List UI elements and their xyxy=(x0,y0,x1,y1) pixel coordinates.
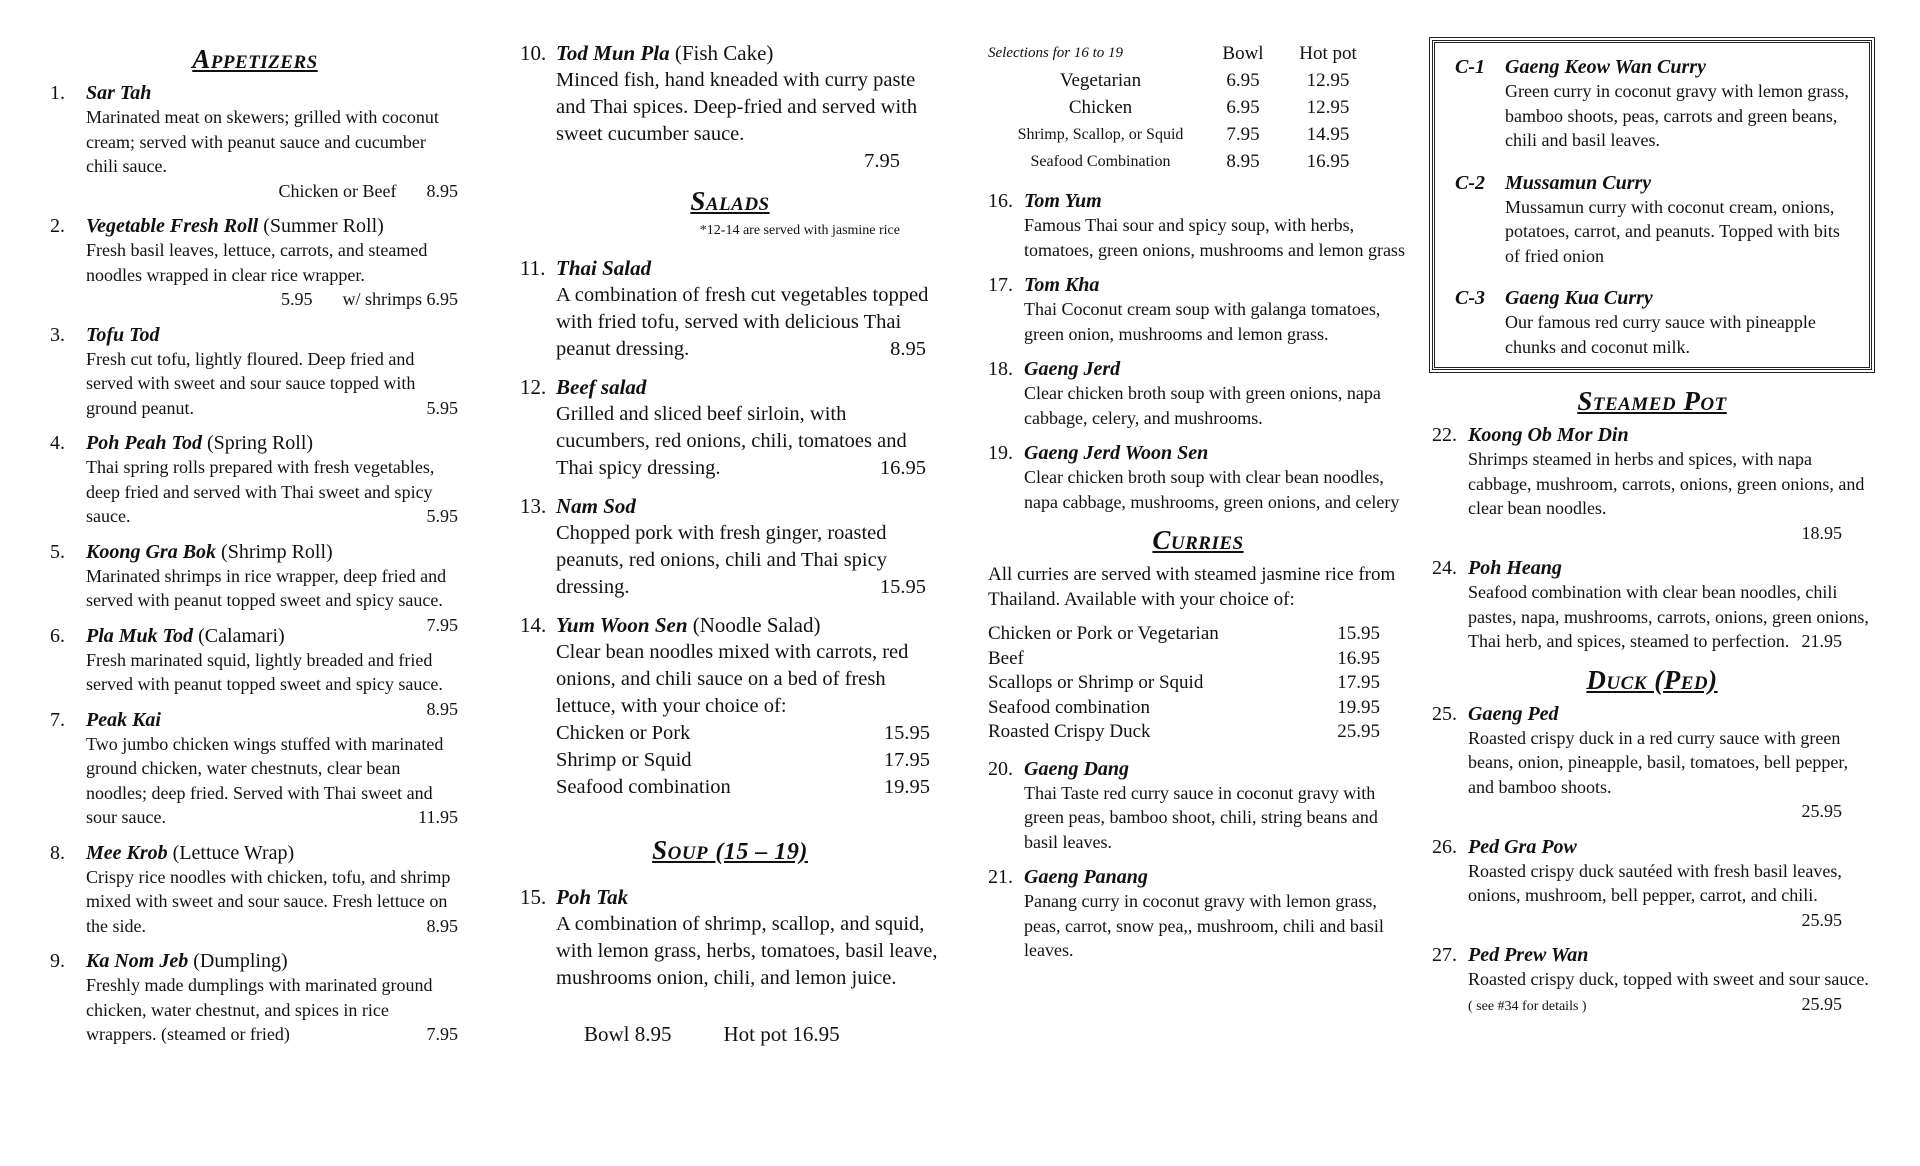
choice-price: 25.95 xyxy=(1337,721,1380,742)
soup-hotpot-price: Hot pot 16.95 xyxy=(723,1022,840,1046)
option-row xyxy=(556,720,940,747)
menu-item xyxy=(1432,423,1872,545)
selection-label: Shrimp, Scallop, or Squid xyxy=(1017,126,1184,143)
item-number: 2. xyxy=(50,215,65,237)
item-head xyxy=(1432,556,1872,580)
item-head xyxy=(50,431,460,455)
item-price: 25.95 xyxy=(1801,801,1842,821)
item-number: 21. xyxy=(988,866,1013,888)
item-note: ( see #34 for details ) xyxy=(1468,998,1587,1014)
item-price: 7.95 xyxy=(426,1024,458,1044)
menu-item xyxy=(520,255,940,363)
item-description: Mussamun curry with coconut cream, onions, potatoes, carrot, and peanuts. Topped with bits of fried onion xyxy=(1505,196,1840,266)
item-head xyxy=(50,214,460,238)
option-row xyxy=(556,774,940,801)
item-description: Our famous red curry sauce with pineapple chunks and coconut milk. xyxy=(1505,312,1816,357)
item-number: 9. xyxy=(50,950,65,972)
salad-list xyxy=(520,255,940,601)
menu-item xyxy=(988,441,1408,514)
option-label: Shrimp or Squid xyxy=(556,749,692,771)
item-price-line xyxy=(86,179,460,204)
bowl-price: 6.95 xyxy=(1226,70,1260,91)
item-description: Thai spring rolls prepared with fresh vegetables, deep fried and served with Thai sweet and spicy sauce. 5.95 xyxy=(86,455,460,529)
item-price: 16.95 xyxy=(879,457,926,479)
item-name: Poh Heang xyxy=(1468,557,1562,579)
menu-item xyxy=(50,841,460,939)
item-head xyxy=(50,81,460,105)
selection-label: Seafood Combination xyxy=(1030,153,1171,170)
item-head xyxy=(1432,423,1872,447)
item-head xyxy=(1455,286,1855,310)
hotpot-price: 12.95 xyxy=(1306,70,1350,91)
item-description: A combination of fresh cut vegetables topped with fried tofu, served with delicious Thai peanut dressing. 8.95 xyxy=(556,282,940,363)
item-number: C-1 xyxy=(1455,56,1485,78)
item-name: Mee Krob xyxy=(86,841,168,864)
item-name: Nam Sod xyxy=(556,494,636,518)
option-price: 17.95 xyxy=(883,749,930,771)
item-description: Minced fish, hand kneaded with curry paste and Thai spices. Deep-fried and served with sweet cucumber sauce. xyxy=(556,69,918,145)
item-name: Tofu Tod xyxy=(86,323,160,346)
salads-heading: Salads xyxy=(690,186,770,216)
item-description: Clear chicken broth soup with clear bean noodles, napa cabbage, mushrooms, green onions, and celery xyxy=(1024,467,1400,512)
item-number: 17. xyxy=(988,274,1013,296)
item-name: Poh Tak xyxy=(556,885,629,909)
item-subtitle: (Spring Roll) xyxy=(206,432,314,454)
item-name: Gaeng Kua Curry xyxy=(1505,287,1653,309)
menu-item xyxy=(520,374,940,482)
option-label: Seafood combination xyxy=(556,776,731,798)
bowl-header: Bowl xyxy=(1222,43,1264,64)
curry-choice-row xyxy=(988,647,1408,672)
item-price: 11.95 xyxy=(418,807,458,827)
steamed-pot-heading: Steamed Pot xyxy=(1577,386,1727,416)
item-number: 6. xyxy=(50,624,65,647)
item-name: Beef salad xyxy=(556,375,647,399)
curry-list xyxy=(988,757,1408,963)
item-price: 25.95 xyxy=(1801,909,1842,930)
menu-item xyxy=(50,323,460,421)
item-name: Ka Nom Jeb xyxy=(86,950,189,972)
option-row xyxy=(556,747,940,774)
item-price-line xyxy=(1468,799,1872,824)
item-price: 25.95 xyxy=(1801,993,1842,1014)
item-price: 5.95 xyxy=(426,397,458,418)
bowl-price: 6.95 xyxy=(1226,97,1260,118)
menu-item xyxy=(988,357,1408,430)
item-head xyxy=(988,189,1408,213)
menu-item xyxy=(1432,702,1872,824)
item-number: 18. xyxy=(988,358,1013,380)
item-description: Panang curry in coconut gravy with lemon grass, peas, carrot, snow pea,, mushroom, chili and basil leaves. xyxy=(1024,891,1384,960)
duck-list xyxy=(1432,702,1872,1020)
curries-heading: Curries xyxy=(1152,525,1244,555)
menu-item xyxy=(988,757,1408,855)
item-description: Famous Thai sour and spicy soup, with herbs, tomatoes, green onions, mushrooms and lemon grass xyxy=(1024,215,1405,260)
selection-row xyxy=(988,67,1408,94)
menu-item-15 xyxy=(520,884,940,992)
item-number: 25. xyxy=(1432,702,1457,725)
item-head xyxy=(1455,55,1855,79)
item-price: 7.95 xyxy=(864,150,900,172)
menu-item xyxy=(1455,286,1855,359)
item-number: C-3 xyxy=(1455,287,1485,309)
item-description: Shrimps steamed in herbs and spices, with napa cabbage, mushroom, carrots, onions, green onions, and clear bean noodles. xyxy=(1468,449,1865,518)
item-description: Fresh basil leaves, lettuce, carrots, and steamed noodles wrapped in clear rice wrapper. xyxy=(86,240,428,285)
menu-item xyxy=(50,81,460,203)
item-subtitle: (Calamari) xyxy=(198,624,285,647)
item-number: 7. xyxy=(50,708,65,731)
item-number: 16. xyxy=(988,190,1013,212)
item-number: 20. xyxy=(988,757,1013,780)
selection-rows xyxy=(988,67,1408,175)
menu-item-14 xyxy=(520,612,940,801)
option-label: Chicken or Pork xyxy=(556,722,691,744)
soup-selections-table xyxy=(988,40,1408,175)
item-name: Pla Muk Tod xyxy=(86,624,194,647)
item-description: Seafood combination with clear bean noodles, chili pastes, napa, mushrooms, carrots, onions, green onions, Thai herb, and spices, steamed to perfection. 21.95 xyxy=(1468,580,1872,654)
item-price: 15.95 xyxy=(879,576,926,598)
item-name: Gaeng Ped xyxy=(1468,702,1559,725)
option-price: 15.95 xyxy=(883,722,930,744)
selection-label: Vegetarian xyxy=(1059,70,1142,91)
menu-item xyxy=(1455,55,1855,153)
item-head xyxy=(50,323,460,347)
item-name: Poh Peah Tod xyxy=(86,432,202,454)
column-salads-soup xyxy=(520,40,940,1047)
item-number: 11. xyxy=(520,256,546,280)
item-name: Tom Kha xyxy=(1024,274,1100,296)
item-description: Crispy rice noodles with chicken, tofu, and shrimp mixed with sweet and sour sauce. Fresh lettuce on the side. 8.95 xyxy=(86,865,460,939)
soup-range: (15 – 19) xyxy=(715,839,808,865)
item-number: 27. xyxy=(1432,944,1457,966)
menu-item xyxy=(50,708,460,830)
menu-item xyxy=(520,493,940,601)
choice-price: 15.95 xyxy=(1337,623,1380,644)
appetizer-list xyxy=(50,81,460,1047)
item-name: Tom Yum xyxy=(1024,190,1102,212)
item-description: Fresh marinated squid, lightly breaded and fried served with peanut topped sweet and spicy sauce. 8.95 xyxy=(86,648,460,697)
selection-row xyxy=(988,148,1408,175)
item-head xyxy=(50,708,460,732)
item-number: 3. xyxy=(50,323,65,346)
soup-heading xyxy=(520,835,940,866)
item-number: 15. xyxy=(520,885,547,909)
choice-price: 19.95 xyxy=(1337,696,1380,718)
curries-intro: All curries are served with steamed jasmine rice from Thailand. Available with your choice of: xyxy=(988,564,1396,610)
item-price: 7.95 xyxy=(426,614,458,635)
item-price-line xyxy=(86,287,460,312)
item-price: 8.95 xyxy=(426,915,458,936)
column-specials xyxy=(1432,40,1872,1030)
item-price: 8.95 xyxy=(426,180,458,201)
item-number: 24. xyxy=(1432,557,1457,579)
item-description: Thai Taste red curry sauce in coconut gravy with green peas, bamboo shoot, chili, string beans and basil leaves. xyxy=(1024,782,1378,852)
item-number: 13. xyxy=(520,494,547,518)
item-head xyxy=(520,374,940,401)
selections-header-row xyxy=(988,40,1408,67)
item-number: 14. xyxy=(520,613,547,637)
item-description: Clear chicken broth soup with green onions, napa cabbage, celery, and mushrooms. xyxy=(1024,383,1381,428)
item-number: 22. xyxy=(1432,424,1457,446)
curry-choice-row xyxy=(988,671,1408,696)
item-subtitle: (Lettuce Wrap) xyxy=(172,841,295,864)
item-name: Yum Woon Sen xyxy=(556,613,688,637)
item14-options xyxy=(556,720,940,801)
item-name: Ped Gra Pow xyxy=(1468,835,1577,858)
item-name: Peak Kai xyxy=(86,708,161,731)
item-head xyxy=(520,493,940,520)
item-description: Grilled and sliced beef sirloin, with cucumbers, red onions, chili, tomatoes and Thai spicy dressing. 16.95 xyxy=(556,401,940,482)
appetizers-heading: Appetizers xyxy=(192,44,318,74)
item-name: Mussamun Curry xyxy=(1505,171,1652,194)
item-name: Ped Prew Wan xyxy=(1468,944,1589,966)
item-name: Gaeng Keow Wan Curry xyxy=(1505,56,1706,78)
item-description: Roasted crispy duck in a red curry sauce with green beans, onion, pineapple, basil, tomatoes, bell pepper, and bamboo shoots. xyxy=(1468,727,1849,797)
item-head xyxy=(988,273,1408,297)
item-name: Koong Gra Bok xyxy=(86,540,217,563)
item-head xyxy=(988,757,1408,781)
soup-prices xyxy=(584,1022,940,1047)
item-description: Clear bean noodles mixed with carrots, red onions, and chili sauce on a bed of fresh lettuce, with your choice of: xyxy=(556,641,909,717)
item-head xyxy=(1432,702,1872,726)
curry-choice-row xyxy=(988,622,1408,647)
item-head xyxy=(1432,835,1872,859)
item-price: 21.95 xyxy=(1801,631,1842,651)
salads-note: *12-14 are served with jasmine rice xyxy=(699,223,900,238)
curry-choices xyxy=(988,622,1408,745)
choice-label: Chicken or Pork or Vegetarian xyxy=(988,623,1219,644)
choice-label: Beef xyxy=(988,647,1024,669)
item-description: Roasted crispy duck, topped with sweet and sour sauce. ( see #34 for details ) 25.95 xyxy=(1468,967,1872,1019)
curry-choice-row xyxy=(988,696,1408,721)
item-description: A combination of shrimp, scallop, and squid, with lemon grass, herbs, tomatoes, basil leave, mushrooms onion, chili, and lemon juice. xyxy=(556,913,938,989)
item-price: 18.95 xyxy=(1801,522,1842,543)
soup-heading-text: Soup xyxy=(652,835,709,865)
menu-item xyxy=(50,949,460,1047)
menu-item xyxy=(50,431,460,529)
item-head xyxy=(50,540,460,564)
item-head xyxy=(988,441,1408,465)
menu-item xyxy=(1432,835,1872,933)
item-head xyxy=(50,624,460,648)
steamed-list xyxy=(1432,423,1872,654)
item-name: Sar Tah xyxy=(86,82,152,104)
item-description: Two jumbo chicken wings stuffed with marinated ground chicken, water chestnuts, clear bean noodles; deep fried. Served with Thai sweet and sour sauce. 11.95 xyxy=(86,732,460,830)
item-head xyxy=(1455,171,1855,195)
item-subtitle: (Dumpling) xyxy=(193,950,288,972)
item-description: Fresh cut tofu, lightly floured. Deep fried and served with sweet and sour sauce topped with ground peanut. 5.95 xyxy=(86,347,460,421)
item-price: 8.95 xyxy=(426,698,458,719)
item-number: 19. xyxy=(988,442,1013,464)
item-name: Gaeng Panang xyxy=(1024,866,1148,888)
hotpot-price: 14.95 xyxy=(1306,124,1350,145)
item-price-line xyxy=(1468,521,1872,546)
menu-item xyxy=(50,540,460,635)
item-description: Thai Coconut cream soup with galanga tomatoes, green onion, mushrooms and lemon grass. xyxy=(1024,299,1381,344)
item-head xyxy=(988,865,1408,889)
item-head xyxy=(988,357,1408,381)
item-price: 5.95 xyxy=(280,289,313,309)
selection-label: Chicken xyxy=(1068,97,1133,118)
choice-label: Scallops or Shrimp or Squid xyxy=(988,672,1204,693)
bowl-price: 8.95 xyxy=(1226,151,1260,172)
item-number: 12. xyxy=(520,375,547,399)
item-price: 8.95 xyxy=(890,338,926,360)
menu-item xyxy=(988,273,1408,346)
choice-price: 16.95 xyxy=(1337,647,1380,669)
item-number: 26. xyxy=(1432,835,1457,858)
selections-header: Selections for 16 to 19 xyxy=(988,45,1123,61)
menu-item xyxy=(988,189,1408,262)
item-number: 4. xyxy=(50,432,65,454)
duck-heading: Duck (Ped) xyxy=(1586,664,1718,695)
item-name: Vegetable Fresh Roll xyxy=(86,215,259,237)
soup-list xyxy=(988,189,1408,514)
choice-price: 17.95 xyxy=(1337,672,1380,693)
curry-choice-row xyxy=(988,720,1408,745)
hotpot-price: 12.95 xyxy=(1306,97,1350,118)
bowl-price: 7.95 xyxy=(1226,124,1260,145)
item-price: 5.95 xyxy=(426,506,458,526)
item-name: Tod Mun Pla xyxy=(556,41,670,65)
item-name: Gaeng Dang xyxy=(1024,757,1130,780)
item-number: 5. xyxy=(50,540,65,563)
item-description: Roasted crispy duck sautéed with fresh basil leaves, onions, mushroom, bell pepper, carrot, and chili. xyxy=(1468,860,1842,905)
item-description: Green curry in coconut gravy with lemon grass, bamboo shoots, peas, carrots and green beans, chili and basil leaves. xyxy=(1505,81,1849,150)
item-name: Thai Salad xyxy=(556,256,652,280)
item-number: 1. xyxy=(50,82,65,104)
soup-bowl-price: Bowl 8.95 xyxy=(584,1022,672,1046)
item-price-line xyxy=(1468,908,1872,933)
menu-item xyxy=(50,624,460,719)
choice-label: Roasted Crispy Duck xyxy=(988,721,1151,742)
menu-item xyxy=(1432,943,1872,1019)
column-appetizers xyxy=(50,40,460,1058)
selection-row xyxy=(988,121,1408,148)
item-name: Gaeng Jerd xyxy=(1024,358,1121,380)
item-head xyxy=(520,255,940,282)
menu-item xyxy=(1455,171,1855,269)
item-price-alt: w/ shrimps 6.95 xyxy=(342,289,458,309)
item-description: Marinated shrimps in rice wrapper, deep fried and served with peanut topped sweet and spicy sauce. 7.95 xyxy=(86,564,460,613)
item-subtitle: (Shrimp Roll) xyxy=(221,540,333,563)
menu-item xyxy=(1432,556,1872,654)
special-curries-box xyxy=(1432,40,1872,370)
item-head xyxy=(1432,943,1872,967)
hotpot-price: 16.95 xyxy=(1306,151,1350,172)
menu-item xyxy=(50,214,460,312)
menu-item-10 xyxy=(520,40,940,175)
column-soups-curries xyxy=(988,40,1408,974)
item-name: Gaeng Jerd Woon Sen xyxy=(1024,442,1209,464)
choice-label: Seafood combination xyxy=(988,696,1150,718)
item-description: Chopped pork with fresh ginger, roasted peanuts, red onions, chili and Thai spicy dressing. 15.95 xyxy=(556,520,940,601)
item-head xyxy=(50,841,460,865)
hotpot-header: Hot pot xyxy=(1299,43,1357,64)
price-label: Chicken or Beef xyxy=(278,180,397,201)
item-description: Marinated meat on skewers; grilled with coconut cream; served with peanut sauce and cucumber chili sauce. xyxy=(86,107,439,176)
item-name: Koong Ob Mor Din xyxy=(1468,424,1629,446)
item-description: Freshly made dumplings with marinated ground chicken, water chestnut, and spices in rice wrappers. (steamed or fried) 7.95 xyxy=(86,973,460,1047)
item-subtitle: (Fish Cake) xyxy=(674,41,774,65)
item-head xyxy=(50,949,460,973)
item-number: 10. xyxy=(520,41,547,65)
item-subtitle: (Noodle Salad) xyxy=(692,613,821,637)
menu-item xyxy=(988,865,1408,963)
item-number: 8. xyxy=(50,841,65,864)
item-number: C-2 xyxy=(1455,171,1485,194)
option-price: 19.95 xyxy=(883,776,930,798)
item-subtitle: (Summer Roll) xyxy=(263,215,384,237)
selection-row xyxy=(988,94,1408,121)
